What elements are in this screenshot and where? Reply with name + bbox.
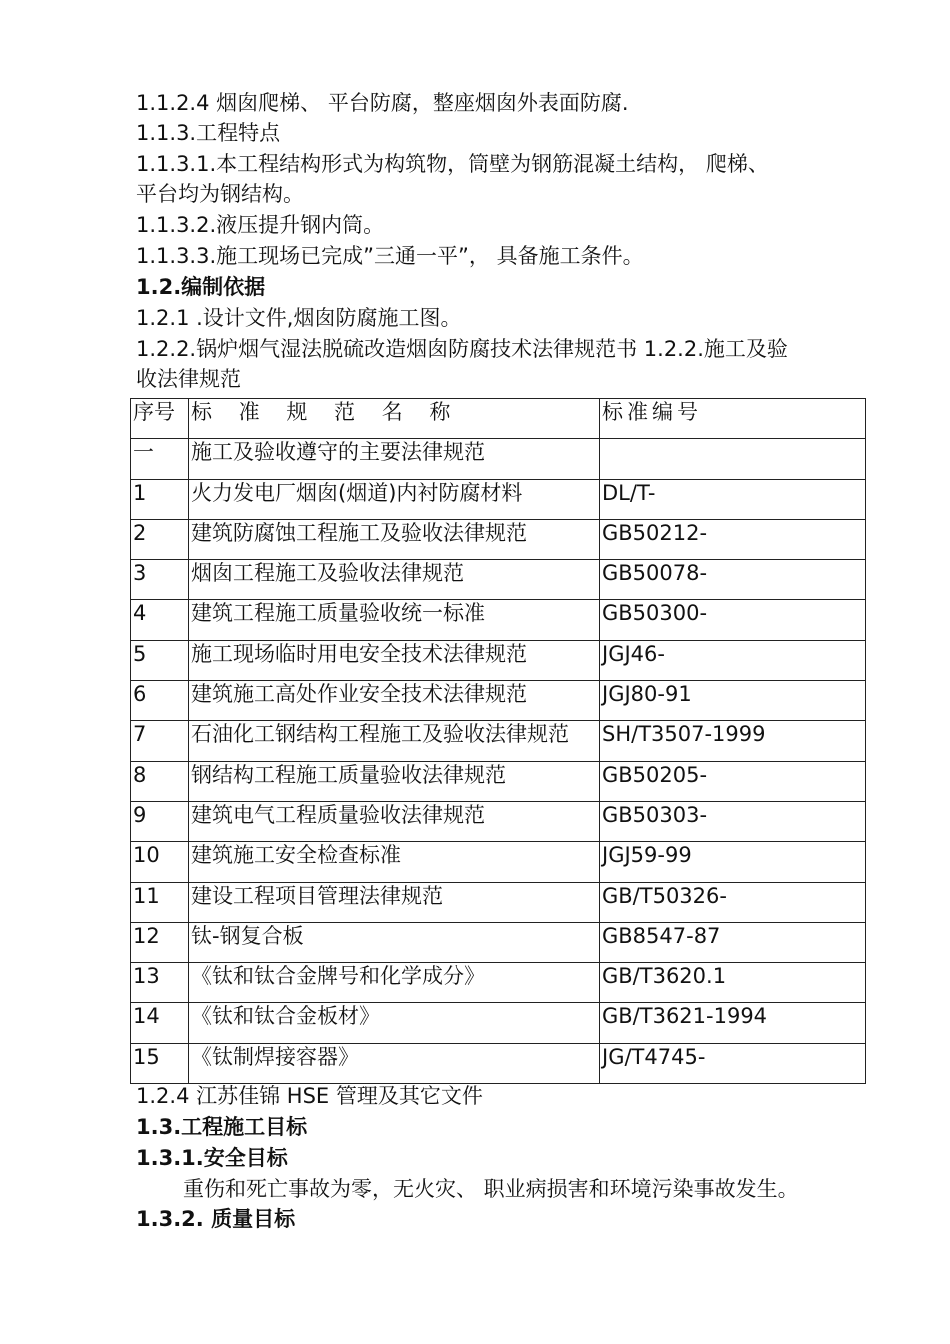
para-1-1-3-3: 1.1.3.3.施工现场已完成”三通一平”， 具备施工条件。 xyxy=(136,244,644,268)
table-row xyxy=(131,842,866,882)
cell-seq: 8 xyxy=(131,761,189,801)
cell-standard-name: 钛-钢复合板 xyxy=(189,922,600,962)
cell-standard-name: 建筑电气工程质量验收法律规范 xyxy=(189,801,600,841)
table-header-row xyxy=(131,399,866,439)
cell-standard-code: SH/T3507-1999 xyxy=(600,721,866,761)
cell-seq: 1 xyxy=(131,479,189,519)
para-1-2-4: 1.2.4 江苏佳锦 HSE 管理及其它文件 xyxy=(136,1084,483,1108)
cell-seq: 10 xyxy=(131,842,189,882)
standards-table xyxy=(130,398,866,1084)
cell-seq: 13 xyxy=(131,963,189,1003)
table-row xyxy=(131,519,866,559)
table-row xyxy=(131,882,866,922)
table-row xyxy=(131,479,866,519)
cell-standard-code: JGJ80-91 xyxy=(600,681,866,721)
cell-standard-name: 《钛制焊接容器》 xyxy=(189,1043,600,1083)
header-name: 标 准 规 范 名 称 xyxy=(189,399,600,439)
cell-standard-code: GB/T3621-1994 xyxy=(600,1003,866,1043)
cell-standard-code xyxy=(600,439,866,479)
cell-seq: 4 xyxy=(131,600,189,640)
cell-standard-name: 钢结构工程施工质量验收法律规范 xyxy=(189,761,600,801)
cell-standard-code: DL/T- xyxy=(600,479,866,519)
cell-seq: 5 xyxy=(131,640,189,680)
cell-seq: 一 xyxy=(131,439,189,479)
cell-seq: 11 xyxy=(131,882,189,922)
para-1-1-3-1-cont: 平台均为钢结构。 xyxy=(136,182,304,206)
cell-standard-code: GB50300- xyxy=(600,600,866,640)
table-row xyxy=(131,721,866,761)
cell-standard-name: 建设工程项目管理法律规范 xyxy=(189,882,600,922)
heading-1-1-3: 1.1.3.工程特点 xyxy=(136,121,281,145)
cell-seq: 15 xyxy=(131,1043,189,1083)
cell-standard-code: GB50078- xyxy=(600,560,866,600)
para-1-1-3-1: 1.1.3.1.本工程结构形式为构筑物，筒壁为钢筋混凝土结构， 爬梯、 xyxy=(136,152,769,176)
cell-standard-name: 烟囱工程施工及验收法律规范 xyxy=(189,560,600,600)
table-row xyxy=(131,801,866,841)
table-row xyxy=(131,1043,866,1083)
table-row xyxy=(131,439,866,479)
cell-standard-code: GB50205- xyxy=(600,761,866,801)
table-row xyxy=(131,600,866,640)
table-row xyxy=(131,1003,866,1043)
cell-standard-name: 石油化工钢结构工程施工及验收法律规范 xyxy=(189,721,600,761)
para-1-2-2-cont: 收法律规范 xyxy=(136,367,241,391)
header-seq: 序号 xyxy=(131,399,189,439)
cell-standard-code: JGJ46- xyxy=(600,640,866,680)
cell-standard-code: JG/T4745- xyxy=(600,1043,866,1083)
para-1-1-3-2: 1.1.3.2.液压提升钢内筒。 xyxy=(136,213,385,237)
cell-standard-name: 建筑施工安全检查标准 xyxy=(189,842,600,882)
cell-standard-name: 建筑施工高处作业安全技术法律规范 xyxy=(189,681,600,721)
cell-seq: 9 xyxy=(131,801,189,841)
cell-standard-name: 建筑防腐蚀工程施工及验收法律规范 xyxy=(189,519,600,559)
cell-seq: 2 xyxy=(131,519,189,559)
cell-standard-name: 《钛和钛合金板材》 xyxy=(189,1003,600,1043)
cell-standard-name: 施工现场临时用电安全技术法律规范 xyxy=(189,640,600,680)
cell-standard-code: GB/T3620.1 xyxy=(600,963,866,1003)
cell-standard-code: JGJ59-99 xyxy=(600,842,866,882)
para-1-1-2-4: 1.1.2.4 烟囱爬梯、 平台防腐，整座烟囱外表面防腐. xyxy=(136,91,629,115)
cell-seq: 14 xyxy=(131,1003,189,1043)
para-1-2-2: 1.2.2.锅炉烟气湿法脱硫改造烟囱防腐技术法律规范书 1.2.2.施工及验 xyxy=(136,337,788,361)
cell-seq: 7 xyxy=(131,721,189,761)
table-body xyxy=(131,439,866,1084)
cell-seq: 3 xyxy=(131,560,189,600)
cell-standard-name: 火力发电厂烟囱(烟道)内衬防腐材料 xyxy=(189,479,600,519)
table-row xyxy=(131,761,866,801)
table-row xyxy=(131,922,866,962)
cell-standard-name: 施工及验收遵守的主要法律规范 xyxy=(189,439,600,479)
para-safety-goal: 重伤和死亡事故为零，无火灾、 职业病损害和环境污染事故发生。 xyxy=(183,1177,799,1201)
table-row xyxy=(131,963,866,1003)
heading-1-3-1: 1.3.1.安全目标 xyxy=(136,1146,288,1170)
cell-seq: 12 xyxy=(131,922,189,962)
cell-standard-code: GB/T50326- xyxy=(600,882,866,922)
cell-seq: 6 xyxy=(131,681,189,721)
heading-1-2: 1.2.编制依据 xyxy=(136,275,266,299)
cell-standard-name: 《钛和钛合金牌号和化学成分》 xyxy=(189,963,600,1003)
cell-standard-code: GB50303- xyxy=(600,801,866,841)
table-row xyxy=(131,640,866,680)
para-1-2-1: 1.2.1 .设计文件,烟囱防腐施工图。 xyxy=(136,306,462,330)
cell-standard-code: GB8547-87 xyxy=(600,922,866,962)
table-row xyxy=(131,560,866,600)
cell-standard-code: GB50212- xyxy=(600,519,866,559)
heading-1-3-2: 1.3.2. 质量目标 xyxy=(136,1207,296,1231)
heading-1-3: 1.3.工程施工目标 xyxy=(136,1115,308,1139)
cell-standard-name: 建筑工程施工质量验收统一标准 xyxy=(189,600,600,640)
table-row xyxy=(131,681,866,721)
header-code: 标准编号 xyxy=(600,399,866,439)
